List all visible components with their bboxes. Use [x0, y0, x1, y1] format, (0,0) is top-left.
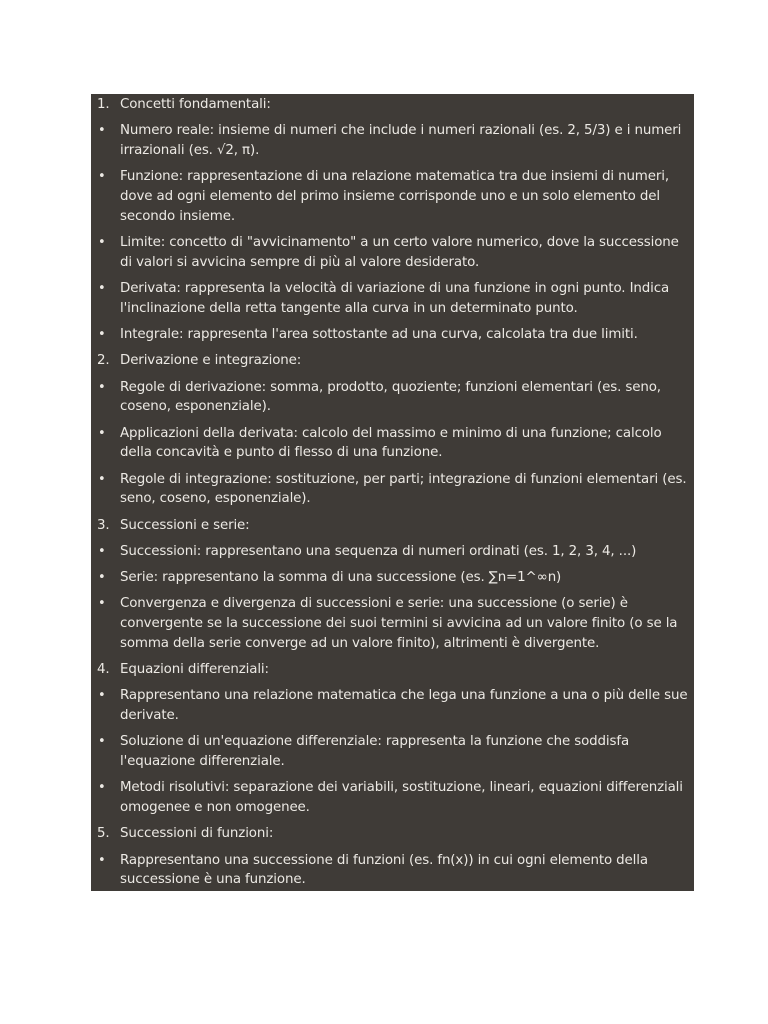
list-number: 3. [97, 517, 110, 533]
list-item [97, 121, 688, 160]
list-item [97, 424, 688, 463]
list-number: 4. [97, 662, 110, 678]
bullet-icon: • [98, 327, 106, 342]
list-item [97, 470, 688, 509]
list-item-text: Numero reale: insieme di numeri che include i numeri razionali (es. 2, 5/3) e i numeri irrazionali (es. √2, π). [120, 123, 682, 158]
section-heading [97, 516, 688, 536]
section-heading [97, 824, 688, 844]
list-item [97, 778, 688, 817]
list-item [97, 542, 688, 562]
list-item-text: Funzione: rappresentazione di una relazione matematica tra due insiemi di numeri, dove ad ogni elemento del primo insieme corrisponde uno e un solo elemento del secondo insieme. [120, 169, 669, 224]
bullet-icon: • [98, 780, 106, 796]
bullet-icon: • [98, 734, 106, 750]
bullet-icon: • [98, 688, 106, 704]
list-number: 1. [97, 97, 110, 112]
section-title: Derivazione e integrazione: [120, 353, 302, 369]
list-item-text: Rappresentano una successione di funzioni (es. fn(x)) in cui ogni elemento della successione è una funzione. [120, 852, 648, 888]
bullet-icon: • [98, 852, 106, 868]
section-heading [97, 660, 688, 680]
list-item-text: Rappresentano una relazione matematica che lega una funzione a una o più delle sue derivate. [120, 688, 688, 724]
list-number: 5. [97, 826, 110, 842]
notes-panel [91, 94, 694, 891]
bullet-icon: • [98, 169, 106, 185]
list-item-text: Derivata: rappresenta la velocità di variazione di una funzione in ogni punto. Indica l'inclinazione della retta tangente alla curva in un determinato punto. [120, 281, 670, 316]
section-title: Equazioni differenziali: [120, 662, 269, 678]
bullet-icon: • [98, 235, 106, 250]
list-item-text: Integrale: rappresenta l'area sottostante ad una curva, calcolata tra due limiti. [120, 327, 638, 342]
list-item-text: Successioni: rappresentano una sequenza di numeri ordinati (es. 1, 2, 3, 4, ...) [120, 543, 637, 559]
list-item-text: Regole di derivazione: somma, prodotto, quoziente; funzioni elementari (es. seno, coseno, esponenziale). [120, 379, 661, 415]
section-title: Successioni di funzioni: [120, 826, 274, 842]
list-item-text: Serie: rappresentano la somma di una successione (es. ∑n=1^∞n) [120, 570, 562, 586]
list-item [97, 568, 688, 588]
list-item-text: Limite: concetto di "avvicinamento" a un certo valore numerico, dove la successione di valori si avvicina sempre di più al valore desiderato. [120, 235, 679, 270]
list-item-text: Metodi risolutivi: separazione dei variabili, sostituzione, lineari, equazioni differenziali omogenee e non omogenee. [120, 780, 683, 816]
list-item [97, 732, 688, 771]
bullet-icon: • [98, 570, 106, 586]
list-item [97, 233, 688, 272]
bullet-icon: • [98, 379, 106, 395]
list-item [97, 686, 688, 725]
section-title: Concetti fondamentali: [120, 97, 271, 112]
section-heading [97, 351, 688, 371]
list-item [97, 325, 688, 345]
list-item [97, 378, 688, 417]
bullet-icon: • [98, 543, 106, 559]
bullet-icon: • [98, 471, 106, 487]
list-item [97, 167, 688, 226]
list-item [97, 851, 688, 890]
bullet-icon: • [98, 123, 106, 139]
list-item [97, 594, 688, 653]
section-title: Successioni e serie: [120, 517, 250, 533]
bullet-icon: • [98, 425, 106, 441]
list-item [97, 279, 688, 318]
list-item-text: Applicazioni della derivata: calcolo del massimo e minimo di una funzione; calcolo della concavità e punto di flesso di una funzione. [120, 425, 662, 461]
list-item-text: Convergenza e divergenza di successioni e serie: una successione (o serie) è convergente se la successione dei suoi termini si avvicina ad un valore finito (o se la somma della serie converge ad un valore finito), altrimenti è divergente. [120, 596, 678, 651]
bullet-icon: • [98, 281, 106, 296]
section-heading [97, 95, 688, 115]
list-number: 2. [97, 353, 110, 369]
list-item-text: Regole di integrazione: sostituzione, per parti; integrazione di funzioni elementari (es. seno, coseno, esponenziale). [120, 471, 687, 507]
bullet-icon: • [98, 596, 106, 612]
list-item-text: Soluzione di un'equazione differenziale: rappresenta la funzione che soddisfa l'equazione differenziale. [120, 734, 630, 770]
